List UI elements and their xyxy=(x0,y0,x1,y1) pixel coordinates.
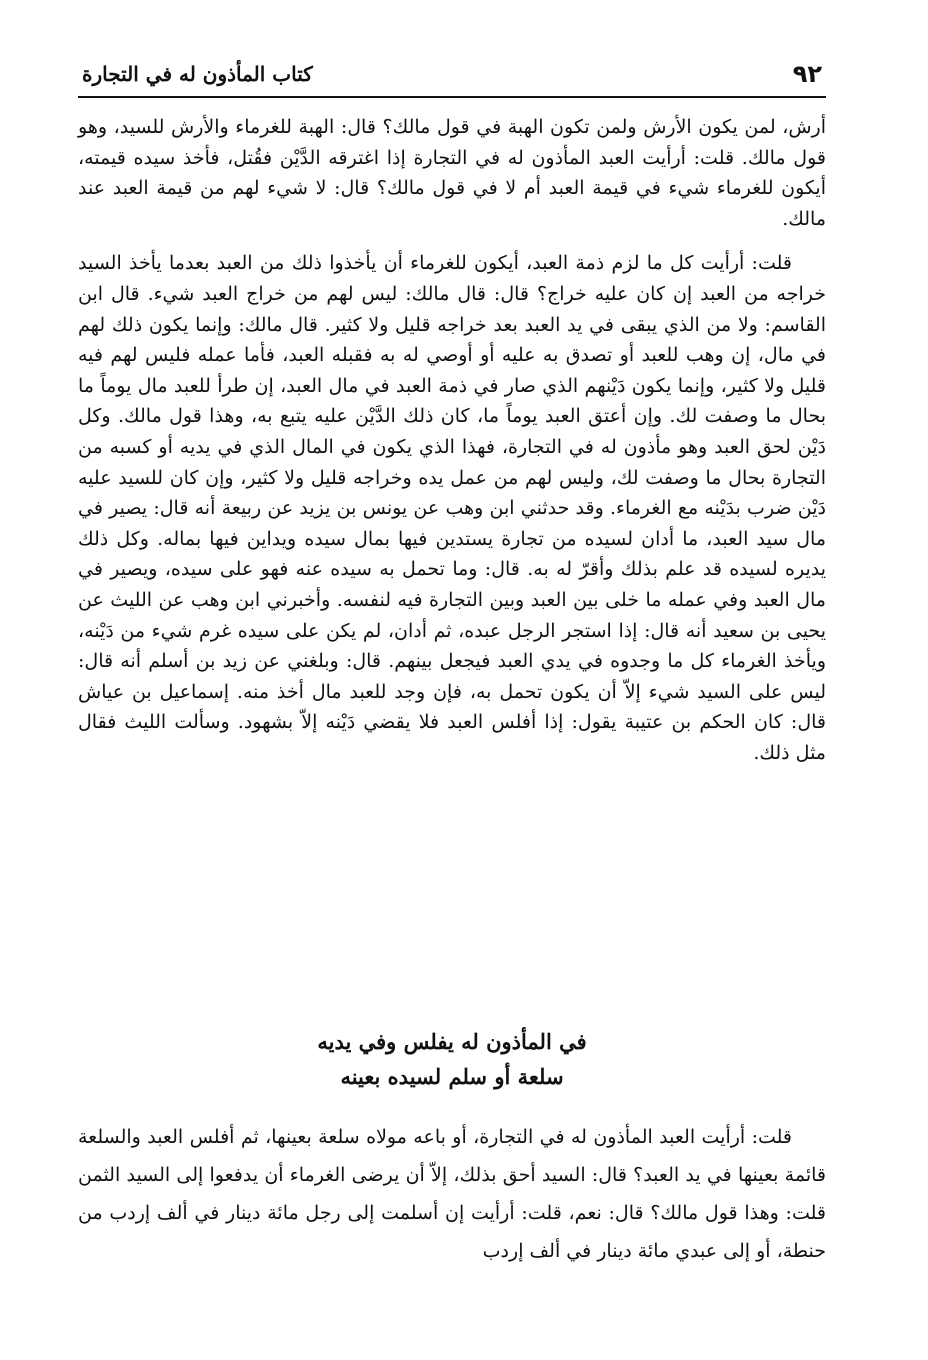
section-paragraph: قلت: أرأيت العبد المأذون له في التجارة، أو باعه مولاه سلعة بعينها، ثم أفلس العبد والسلعة قائمة بعينها في يد العبد؟ قال: السيد أحق بذلك، إلاّ أن يرضى الغرماء أن يدفعوا إلى السيد الثمن قلت: وهذا قول مالك؟ قال: نعم، قلت: أرأيت إن أسلمت إلى رجل مائة دينار في ألف إردب من حنطة، أو إلى عبدي مائة دينار في ألف إردب xyxy=(78,1126,826,1262)
running-title: كتاب المأذون له في التجارة xyxy=(82,62,313,86)
paragraph-1: أرش، لمن يكون الأرش ولمن تكون الهبة في قول مالك؟ قال: الهبة للغرماء والأرش للسيد، وهو قول مالك. قلت: أرأيت العبد المأذون له في التجارة إذا اغترقه الدَّيْن فقُتل، فأخذ سيده قيمته، أيكون للغرماء شيء في قيمة العبد أم لا في قول مالك؟ قال: لا شيء لهم من قيمة العبد عند مالك. xyxy=(78,116,827,230)
paragraph-2: قلت: أرأيت كل ما لزم ذمة العبد، أيكون للغرماء أن يأخذوا ذلك من العبد بعدما يأخذ السيد خراجه من العبد إن كان عليه خراج؟ قال: قال مالك: ليس لهم من خراج العبد شيء. قال ابن القاسم: ولا من الذي يبقى في يد العبد بعد خراجه قليل ولا كثير. قال مالك: وإنما يكون ذلك لهم في مال، إن وهب للعبد أو تصدق به عليه أو أوصي له به فقبله العبد، فأما عمله فليس لهم فيه قليل ولا كثير، وإنما يكون دَيْنهم الذي صار في ذمة العبد في مال العبد، إن طرأ للعبد مال يوماً ما بحال ما وصفت لك. وإن أعتق العبد يوماً ما، كان ذلك الدَّيْن عليه يتبع به، وهذا قول مالك. وكل دَيْن لحق العبد وهو مأذون له في التجارة، فهذا الذي يكون في المال الذي في يديه أو كسبه من التجارة بحال ما وصفت لك، وليس لهم من عمل يده وخراجه قليل ولا كثير، وإن كان للسيد عليه دَيْن ضرب بدَيْنه مع الغرماء. وقد حدثني ابن وهب عن يونس بن يزيد عن ربيعة أنه قال: يصير في مال سيد العبد، ما أدان لسيده من تجارة يستدين فيها بمال سيده ويداين فيها بماله. وكل ذلك يديره لسيده قد علم بذلك وأقرّ له به. قال: وما تحمل به سيده عنه فهو على سيده، ويصير في مال العبد وفي عمله ما خلى بين العبد وبين التجارة فيه لنفسه. وأخبرني ابن وهب عن الليث عن يحيى بن سعيد أنه قال: إذا استجر الرجل عبده، ثم أدان، لم يكن على سيده غرم شيء من دَيْنه، ويأخذ الغرماء كل ما وجدوه في يدي العبد فيجعل بينهم. قال: وبلغني عن زيد بن أسلم أنه قال: ليس على السيد شيء إلاّ أن يكون تحمل به، فإن وجد للعبد مال أخذ منه. إسماعيل بن عياش قال: كان الحكم بن عتيبة يقول: إذا أفلس العبد فلا يقضي دَيْنه إلاّ بشهود. وسألت الليث فقال مثل ذلك. xyxy=(78,252,826,764)
section-heading-line-2: سلعة أو سلم لسيده بعينه xyxy=(340,1064,564,1089)
section-heading-line-1: في المأذون له يفلس وفي يديه xyxy=(317,1029,587,1054)
section-heading xyxy=(78,1024,826,1094)
page-number: ٩٢ xyxy=(792,60,822,88)
page-header xyxy=(78,56,826,98)
main-text xyxy=(78,112,826,768)
section-text xyxy=(78,1118,826,1270)
